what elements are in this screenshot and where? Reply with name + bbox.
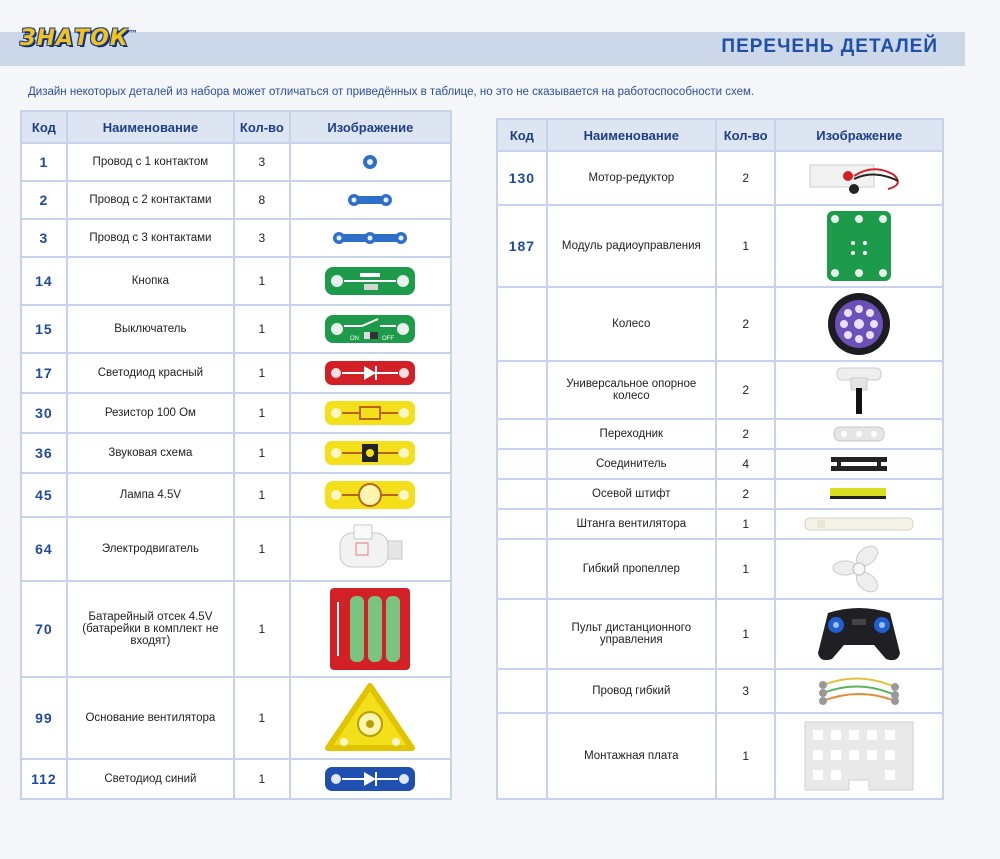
lamp-module-icon: [324, 478, 416, 512]
part-name: Универсальное опорное колесо: [547, 361, 716, 419]
part-code: [497, 287, 547, 361]
part-image-cell: [290, 433, 451, 473]
remote-control-icon: [814, 603, 904, 665]
part-name: Осевой штифт: [547, 479, 716, 509]
part-qty: 1: [234, 473, 290, 517]
part-name: Мотор-редуктор: [547, 151, 716, 205]
part-code: 36: [21, 433, 67, 473]
table-row: [497, 205, 943, 287]
part-image-cell: [290, 393, 451, 433]
part-qty: 2: [716, 287, 776, 361]
part-code: 187: [497, 205, 547, 287]
part-qty: 1: [716, 599, 776, 669]
parts-table-right: [496, 118, 944, 800]
part-name: Провод с 2 контактами: [67, 181, 234, 219]
part-qty: 2: [716, 151, 776, 205]
part-code: 45: [21, 473, 67, 517]
propeller-icon: [831, 542, 887, 596]
part-image-cell: [290, 305, 451, 353]
part-image-cell: [290, 581, 451, 677]
table-row: [21, 181, 451, 219]
part-code: [497, 539, 547, 599]
part-qty: 2: [716, 419, 776, 449]
part-name: Переходник: [547, 419, 716, 449]
part-qty: 2: [716, 361, 776, 419]
part-name: Монтажная плата: [547, 713, 716, 799]
table-row: [497, 669, 943, 713]
table-row: [21, 473, 451, 517]
part-qty: 1: [716, 509, 776, 539]
part-qty: 1: [234, 581, 290, 677]
part-qty: 1: [234, 393, 290, 433]
part-code: [497, 419, 547, 449]
part-image-cell: [290, 759, 451, 799]
electric-motor-icon: [330, 521, 410, 577]
brand-logo: ЗНАТОК™: [20, 26, 139, 51]
part-code: 99: [21, 677, 67, 759]
table-row: [497, 151, 943, 205]
part-code: 70: [21, 581, 67, 677]
part-name: Светодиод синий: [67, 759, 234, 799]
part-name: Лампа 4.5V: [67, 473, 234, 517]
part-name: Пульт дистанционного управления: [547, 599, 716, 669]
part-image-cell: [775, 713, 943, 799]
part-image-cell: [290, 353, 451, 393]
parts-table-left: [20, 110, 452, 800]
part-code: 14: [21, 257, 67, 305]
battery-holder-icon: [328, 586, 412, 672]
table-row: [21, 219, 451, 257]
part-name: Электродвигатель: [67, 517, 234, 581]
table-row: [21, 393, 451, 433]
column-header-code: Код: [21, 111, 67, 143]
table-row: [497, 361, 943, 419]
part-name: Кнопка: [67, 257, 234, 305]
column-header-image: Изображение: [290, 111, 451, 143]
part-name: Гибкий пропеллер: [547, 539, 716, 599]
part-code: [497, 449, 547, 479]
part-qty: 3: [234, 219, 290, 257]
blue-led-module-icon: [324, 765, 416, 793]
red-led-module-icon: [324, 359, 416, 387]
connector-icon: [829, 454, 889, 474]
table-row: [21, 143, 451, 181]
part-code: [497, 713, 547, 799]
part-code: [497, 479, 547, 509]
part-image-cell: [775, 205, 943, 287]
table-row: [21, 257, 451, 305]
part-code: 3: [21, 219, 67, 257]
part-code: 64: [21, 517, 67, 581]
part-qty: 2: [716, 479, 776, 509]
table-row: [21, 433, 451, 473]
table-row: [497, 539, 943, 599]
part-name: Модуль радиоуправления: [547, 205, 716, 287]
switch-on-label: ON: [350, 336, 360, 342]
part-code: 112: [21, 759, 67, 799]
part-image-cell: [775, 419, 943, 449]
three-contact-wire-icon: [330, 229, 410, 247]
part-qty: 1: [234, 677, 290, 759]
button-module-icon: [324, 264, 416, 298]
part-qty: 1: [234, 257, 290, 305]
part-image-cell: [775, 509, 943, 539]
page-title: ПЕРЕЧЕНЬ ДЕТАЛЕЙ: [721, 36, 938, 57]
part-name: Соединитель: [547, 449, 716, 479]
part-name: Звуковая схема: [67, 433, 234, 473]
part-name: Провод с 1 контактом: [67, 143, 234, 181]
part-qty: 1: [716, 205, 776, 287]
part-image-cell: [775, 361, 943, 419]
column-header-image: Изображение: [775, 119, 943, 151]
table-row: [497, 479, 943, 509]
part-image-cell: [775, 479, 943, 509]
switch-off-label: OFF: [382, 336, 395, 342]
table-row: [497, 449, 943, 479]
mounting-board-icon: [799, 718, 919, 794]
part-code: 2: [21, 181, 67, 219]
part-name: Батарейный отсек 4.5V (батарейки в комплект не входят): [67, 581, 234, 677]
part-image-cell: [775, 449, 943, 479]
part-code: [497, 509, 547, 539]
part-name: Штанга вентилятора: [547, 509, 716, 539]
table-row: [497, 509, 943, 539]
switch-module-icon: [324, 312, 416, 346]
part-image-cell: [290, 677, 451, 759]
resistor-module-icon: [324, 399, 416, 427]
design-note: Дизайн некоторых деталей из набора может отличаться от приведённых в таблице, но это не сказывается на работоспособности схем.: [28, 86, 755, 98]
part-image-cell: [775, 539, 943, 599]
part-code: 15: [21, 305, 67, 353]
part-image-cell: [290, 143, 451, 181]
table-row: [497, 419, 943, 449]
one-contact-wire-icon: [360, 152, 380, 172]
part-image-cell: [775, 599, 943, 669]
part-code: 130: [497, 151, 547, 205]
part-image-cell: [775, 287, 943, 361]
part-qty: 1: [716, 713, 776, 799]
part-image-cell: [290, 181, 451, 219]
part-name: Колесо: [547, 287, 716, 361]
table-row: [21, 305, 451, 353]
part-qty: 3: [234, 143, 290, 181]
part-qty: 8: [234, 181, 290, 219]
part-qty: 1: [234, 517, 290, 581]
part-image-cell: [290, 517, 451, 581]
adapter-icon: [832, 424, 886, 444]
part-image-cell: [290, 473, 451, 517]
part-qty: 1: [716, 539, 776, 599]
sound-circuit-module-icon: [324, 439, 416, 467]
two-contact-wire-icon: [345, 191, 395, 209]
part-code: [497, 599, 547, 669]
part-image-cell: [775, 669, 943, 713]
part-qty: 1: [234, 433, 290, 473]
part-name: Провод с 3 контактами: [67, 219, 234, 257]
part-name: Выключатель: [67, 305, 234, 353]
wheel-icon: [826, 291, 892, 357]
column-header-name: Наименование: [547, 119, 716, 151]
part-name: Провод гибкий: [547, 669, 716, 713]
part-code: 30: [21, 393, 67, 433]
table-row: [21, 581, 451, 677]
table-row: [497, 713, 943, 799]
part-code: 1: [21, 143, 67, 181]
column-header-name: Наименование: [67, 111, 234, 143]
part-qty: 1: [234, 759, 290, 799]
column-header-qty: Кол-во: [234, 111, 290, 143]
table-row: [497, 599, 943, 669]
table-header-row: [21, 111, 451, 143]
part-name: Резистор 100 Ом: [67, 393, 234, 433]
part-image-cell: [290, 257, 451, 305]
axle-pin-icon: [828, 485, 890, 503]
part-code: 17: [21, 353, 67, 393]
part-image-cell: [775, 151, 943, 205]
flexible-wire-icon: [813, 673, 905, 709]
radio-control-module-icon: [823, 209, 895, 283]
part-name: Основание вентилятора: [67, 677, 234, 759]
part-qty: 4: [716, 449, 776, 479]
part-qty: 1: [234, 305, 290, 353]
table-row: [21, 677, 451, 759]
table-row: [21, 517, 451, 581]
part-name: Светодиод красный: [67, 353, 234, 393]
table-row: [497, 287, 943, 361]
table-row: [21, 759, 451, 799]
fan-rod-icon: [803, 514, 915, 534]
fan-base-icon: [324, 682, 416, 754]
part-qty: 1: [234, 353, 290, 393]
table-header-row: [497, 119, 943, 151]
table-row: [21, 353, 451, 393]
part-code: [497, 669, 547, 713]
column-header-code: Код: [497, 119, 547, 151]
part-qty: 3: [716, 669, 776, 713]
caster-wheel-icon: [829, 364, 889, 416]
column-header-qty: Кол-во: [716, 119, 776, 151]
part-code: [497, 361, 547, 419]
part-image-cell: [290, 219, 451, 257]
gear-motor-icon: [804, 155, 914, 201]
